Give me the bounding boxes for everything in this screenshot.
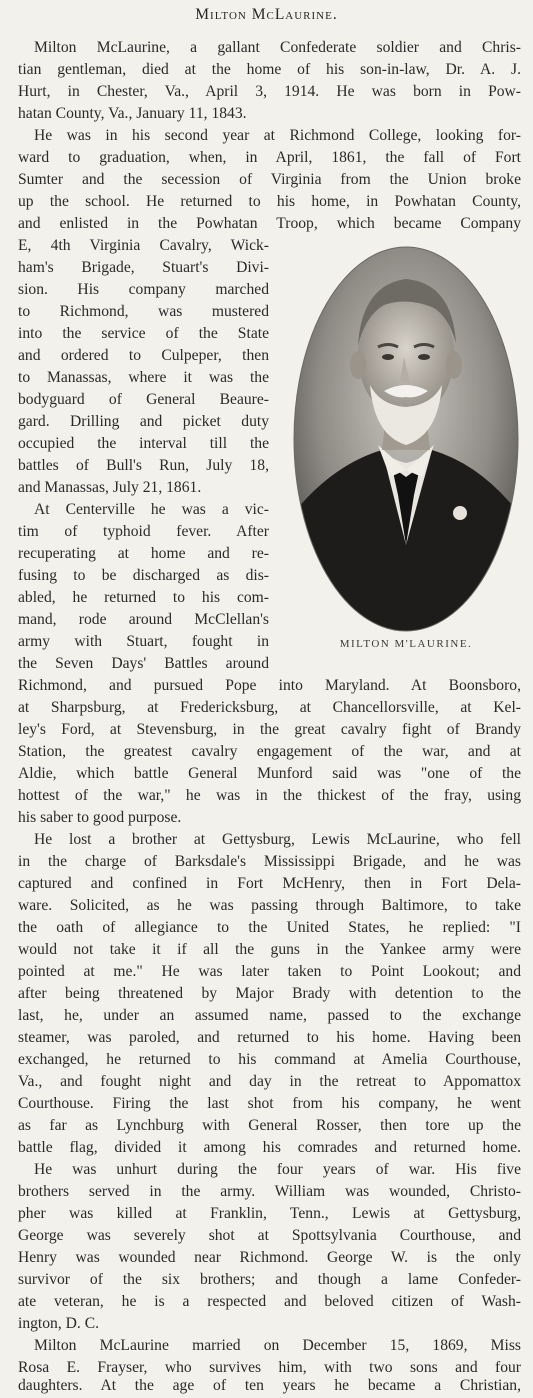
text-line: hottest of the war," he was in the thickest of the fray, using [18, 787, 521, 804]
text-line: and enlisted in the Powhatan Troop, which became Company [18, 215, 521, 232]
text-line: his saber to good purpose. [18, 809, 182, 826]
portrait-photo [292, 245, 520, 633]
text-line: pher was killed at Franklin, Tenn., Lewis at Gettysburg, [18, 1205, 521, 1222]
text-line: tian gentleman, died at the home of his son-in-law, Dr. A. J. [18, 61, 521, 78]
text-line: Va., and fought night and day in the retreat to Appomattox [18, 1073, 521, 1090]
text-line: He was in his second year at Richmond College, looking for- [34, 127, 521, 144]
text-line: would not take it if all the guns in the Yankee army were [18, 941, 521, 958]
text-line: as far as Lynchburg with General Rosser, then tore up the [18, 1117, 521, 1134]
text-line: into the service of the State [18, 325, 269, 342]
text-line: ate veteran, he is a respected and beloved citizen of Wash- [18, 1293, 521, 1310]
text-line: Milton McLaurine married on December 15, 1869, Miss [34, 1337, 521, 1354]
text-line: battles of Bull's Run, July 18, [18, 457, 269, 474]
text-line: Station, the greatest cavalry engagement of the war, and at [18, 743, 521, 760]
text-line: captured and confined in Fort McHenry, then in Fort Dela- [18, 875, 521, 892]
text-line: to Manassas, where it was the [18, 369, 269, 386]
text-line: ward to graduation, when, in April, 1861, the fall of Fort [18, 149, 521, 166]
text-line: ware. Solicited, as he was passing through Baltimore, to take [18, 897, 521, 914]
text-line: survivor of the six brothers; and though a lame Confeder- [18, 1271, 521, 1288]
text-line: Hurt, in Chester, Va., April 3, 1914. He was born in Pow- [18, 83, 521, 100]
text-line: Milton McLaurine, a gallant Confederate soldier and Chris- [34, 39, 521, 56]
text-line: E, 4th Virginia Cavalry, Wick- [18, 237, 269, 254]
portrait-caption: MILTON M'LAURINE. [339, 638, 473, 650]
text-line: army with Stuart, fought in [18, 633, 269, 650]
article-heading: Milton McLaurine. [195, 6, 338, 23]
text-line: Henry was wounded near Richmond. George W. is the only [18, 1249, 521, 1266]
text-line: bodyguard of General Beaure- [18, 391, 269, 408]
text-line: and ordered to Culpeper, then [18, 347, 269, 364]
text-line: up the school. He returned to his home, in Powhatan County, [18, 193, 521, 210]
text-line: Sumter and the secession of Virginia from the Union broke [18, 171, 521, 188]
text-line: recuperating at home and re- [18, 545, 269, 562]
text-line: to Richmond, was mustered [18, 303, 269, 320]
text-line: He was unhurt during the four years of war. His five [34, 1161, 521, 1178]
text-line: abled, he returned to his com- [18, 589, 269, 606]
text-line: hatan County, Va., January 11, 1843. [18, 105, 247, 122]
text-line: last, he, under an assumed name, passed to the exchange [18, 1007, 521, 1024]
text-line: battle flag, divided it among his comrades and returned home. [18, 1139, 521, 1156]
text-line: gard. Drilling and picket duty [18, 413, 269, 430]
text-line: and Manassas, July 21, 1861. [18, 479, 202, 496]
text-line: brothers served in the army. William was wounded, Christo- [18, 1183, 521, 1200]
text-line: fusing to be discharged as dis- [18, 567, 269, 584]
text-line: exchanged, he returned to his command at Amelia Courthouse, [18, 1051, 521, 1068]
text-line: Courthouse. Firing the last shot from his company, he went [18, 1095, 521, 1112]
text-line: steamer, was paroled, and returned to his home. Having been [18, 1029, 521, 1046]
text-line: daughters. At the age of ten years he became a Christian, [18, 1377, 521, 1394]
text-line: ley's Ford, at Stevensburg, in the great cavalry fight of Brandy [18, 721, 521, 738]
text-line: Rosa E. Frayser, who survives him, with two sons and four [18, 1359, 521, 1376]
text-line: He lost a brother at Gettysburg, Lewis McLaurine, who fell [34, 831, 521, 848]
text-line: Aldie, which battle General Munford said was "one of the [18, 765, 521, 782]
text-line: tim of typhoid fever. After [18, 523, 269, 540]
text-line: ham's Brigade, Stuart's Divi- [18, 259, 269, 276]
text-line: pointed at me." He was later taken to Point Lookout; and [18, 963, 521, 980]
text-line: occupied the interval till the [18, 435, 269, 452]
text-line: mand, rode around McClellan's [18, 611, 269, 628]
text-line: Richmond, and pursued Pope into Maryland. At Boonsboro, [18, 677, 521, 694]
text-line: at Sharpsburg, at Fredericksburg, at Chancellorsville, at Kel- [18, 699, 521, 716]
text-line: sion. His company marched [18, 281, 269, 298]
text-line: George was severely shot at Spottsylvania Courthouse, and [18, 1227, 521, 1244]
text-line: At Centerville he was a vic- [34, 501, 269, 518]
text-line: after being threatened by Major Brady with detention to the [18, 985, 521, 1002]
text-line: the oath of allegiance to the United States, he replied: "I [18, 919, 521, 936]
text-line: the Seven Days' Battles around [18, 655, 269, 672]
text-line: in the charge of Barksdale's Mississippi Brigade, and he was [18, 853, 521, 870]
text-line: ington, D. C. [18, 1315, 100, 1332]
